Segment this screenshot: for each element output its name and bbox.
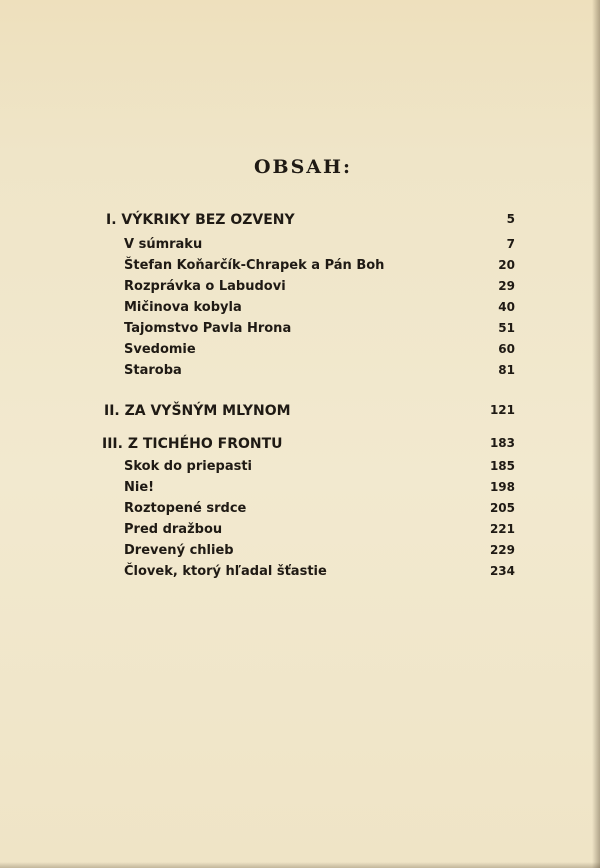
toc-entry-row [0,564,600,584]
toc-entry-row [0,321,600,341]
toc-entry-label: V súmraku [124,237,203,252]
toc-entry-label: Človek, ktorý hľadal šťastie [124,564,327,579]
toc-page-number: 51 [498,321,515,335]
toc-page-number: 5 [506,212,515,226]
toc-entry-row [0,480,600,500]
toc-page-number: 234 [489,564,515,578]
toc-section-label: III. Z TICHÉHO FRONTU [102,436,283,452]
toc-entry-label: Rozprávka o Labudovi [124,279,286,294]
toc-page-number: 7 [506,237,515,251]
toc-page-number: 183 [489,436,515,450]
toc-page-number: 205 [489,501,515,515]
toc-entry-label: Drevený chlieb [124,543,234,558]
toc-entry-label: Skok do priepasti [124,459,253,474]
toc-entry-row [0,342,600,362]
toc-section-row [0,403,600,423]
toc-entry-label: Štefan Koňarčík-Chrapek a Pán Boh [124,258,385,273]
toc-entry-label: Svedomie [124,342,196,357]
toc-entry-label: Pred dražbou [124,522,223,537]
page-bottom-shadow [0,862,600,868]
toc-entry-row [0,279,600,299]
toc-entry-row [0,363,600,383]
toc-page-number: 221 [489,522,515,536]
toc-title: OBSAH: [253,156,353,178]
toc-entry-row [0,501,600,521]
toc-entry-row [0,459,600,479]
toc-page-number: 40 [498,300,515,314]
toc-section-label: II. ZA VYŠNÝM MLYNOM [104,403,291,419]
toc-page-number: 29 [498,279,515,293]
toc-section-label: I. VÝKRIKY BEZ OZVENY [106,212,295,228]
toc-entry-row [0,543,600,563]
toc-page-number: 198 [489,480,515,494]
toc-entry-row [0,522,600,542]
toc-entry-label: Mičinova kobyla [124,300,242,315]
toc-entry-label: Roztopené srdce [124,501,247,516]
toc-section-row [0,436,600,456]
toc-page-number: 81 [498,363,515,377]
toc-page-number: 121 [489,403,515,417]
toc-page-number: 20 [498,258,515,272]
toc-page-number: 185 [489,459,515,473]
toc-entry-row [0,258,600,278]
toc-entry-label: Nie! [124,480,155,495]
toc-entry-row [0,300,600,320]
toc-page-number: 60 [498,342,515,356]
toc-entry-label: Tajomstvo Pavla Hrona [124,321,292,336]
toc-entry-row [0,237,600,257]
page-edge-shadow [592,0,600,868]
toc-entry-label: Staroba [124,363,182,378]
toc-section-row [0,212,600,232]
toc-page-number: 229 [489,543,515,557]
